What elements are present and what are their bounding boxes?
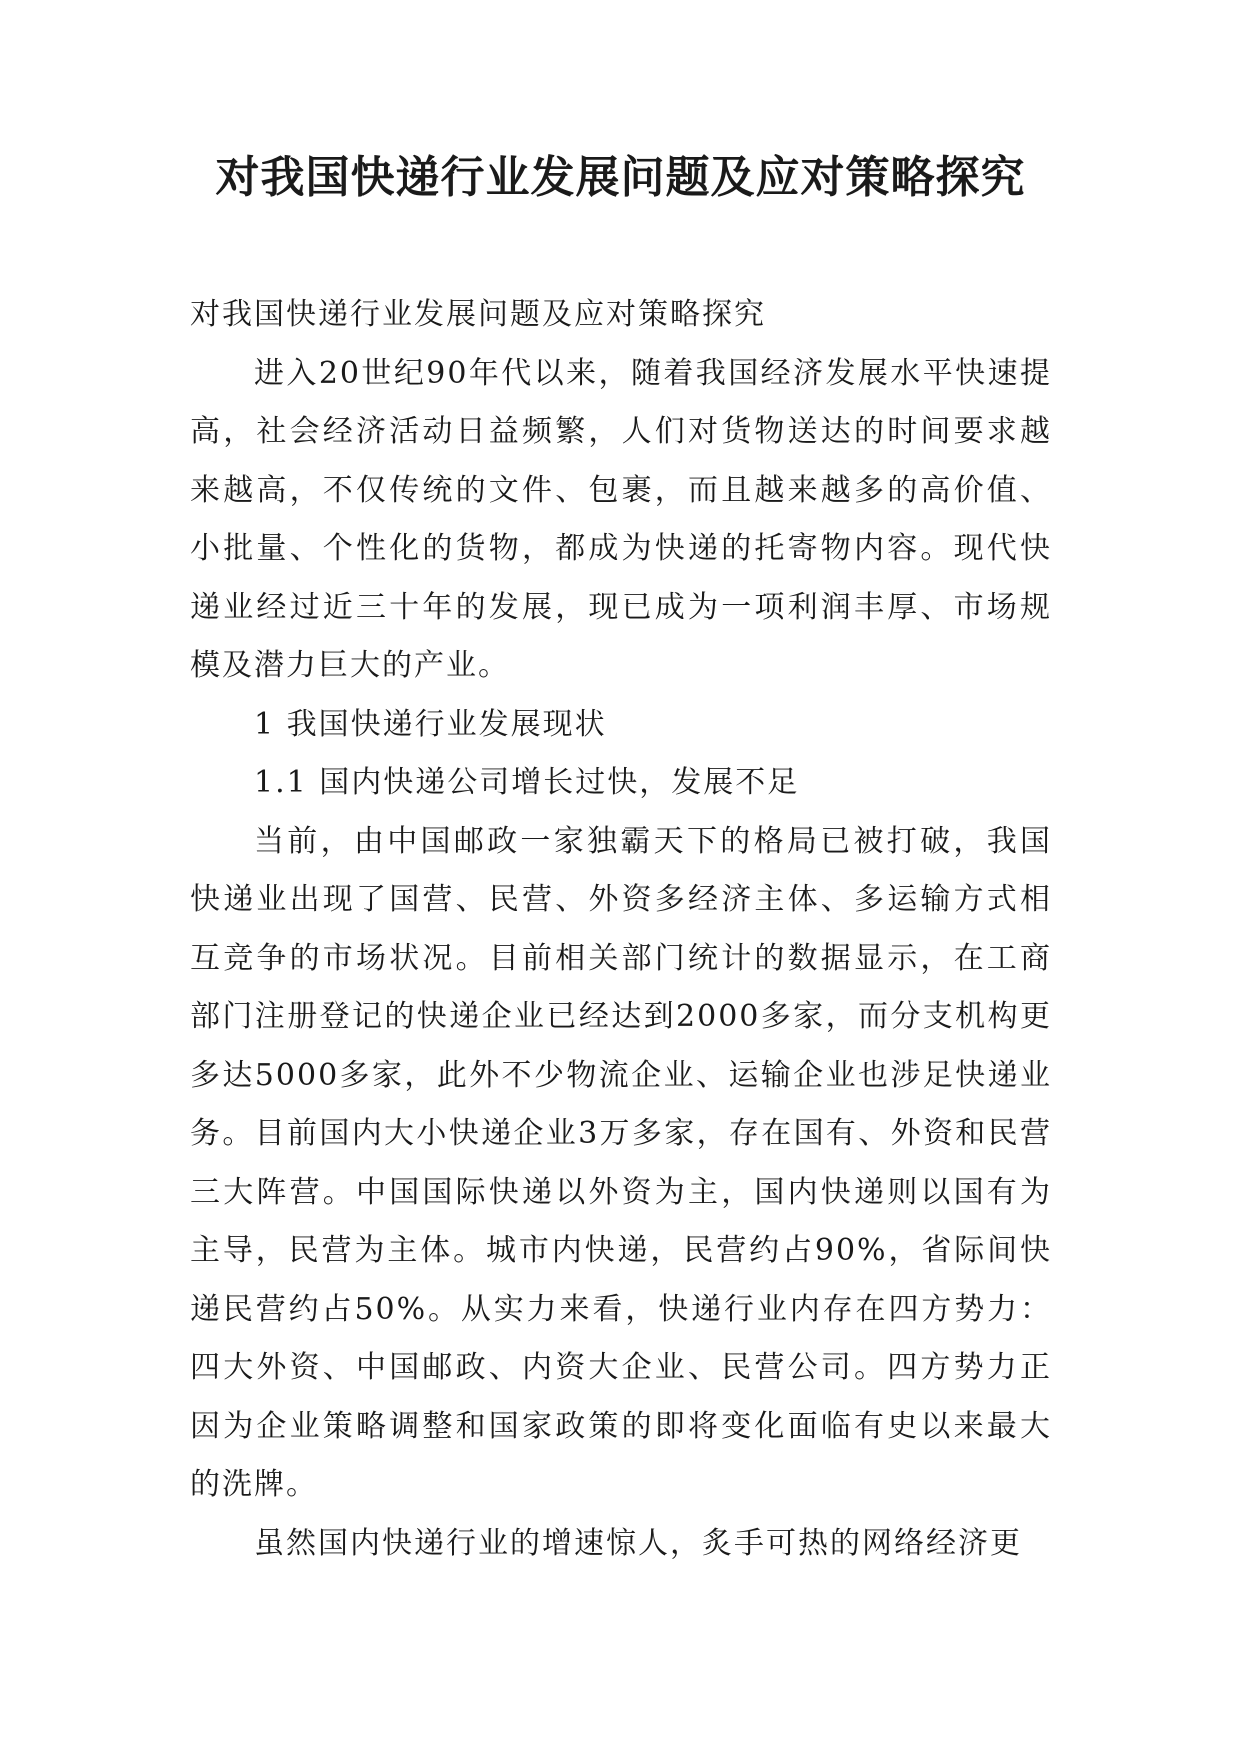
document-title: 对我国快递行业发展问题及应对策略探究	[215, 152, 1026, 203]
document-body	[190, 286, 1052, 1573]
paragraph-current-status: 当前，由中国邮政一家独霸天下的格局已被打破，我国快递业出现了国营、民营、外资多经济主体、多运输方式相互竞争的市场状况。目前相关部门统计的数据显示，在工商部门注册登记的快递企业已经达到2000多家，而分支机构更多达5000多家，此外不少物流企业、运输企业也涉足快递业务。目前国内大小快递企业3万多家，存在国有、外资和民营三大阵营。中国国际快递以外资为主，国内快递则以国有为主导，民营为主体。城市内快递，民营约占90%，省际间快递民营约占50%。从实力来看，快递行业内存在四方势力：四大外资、中国邮政、内资大企业、民营公司。四方势力正因为企业策略调整和国家政策的即将变化面临有史以来最大的洗牌。	[190, 823, 1052, 1502]
section-heading-1-1: 1.1 国内快递公司增长过快，发展不足	[254, 765, 800, 800]
section-heading-1: 1 我国快递行业发展现状	[254, 706, 607, 742]
paragraph-growth: 虽然国内快递行业的增速惊人，炙手可热的网络经济更	[254, 1525, 1022, 1561]
paragraph-subtitle: 对我国快递行业发展问题及应对策略探究	[190, 297, 766, 332]
paragraph-intro: 进入20世纪90年代以来，随着我国经济发展水平快速提高，社会经济活动日益频繁，人们对货物送达的时间要求越来越高，不仅传统的文件、包裹，而且越来越多的高价值、小批量、个性化的货物，都成为快递的托寄物内容。现代快递业经过近三十年的发展，现已成为一项利润丰厚、市场规模及潜力巨大的产业。	[190, 355, 1052, 683]
